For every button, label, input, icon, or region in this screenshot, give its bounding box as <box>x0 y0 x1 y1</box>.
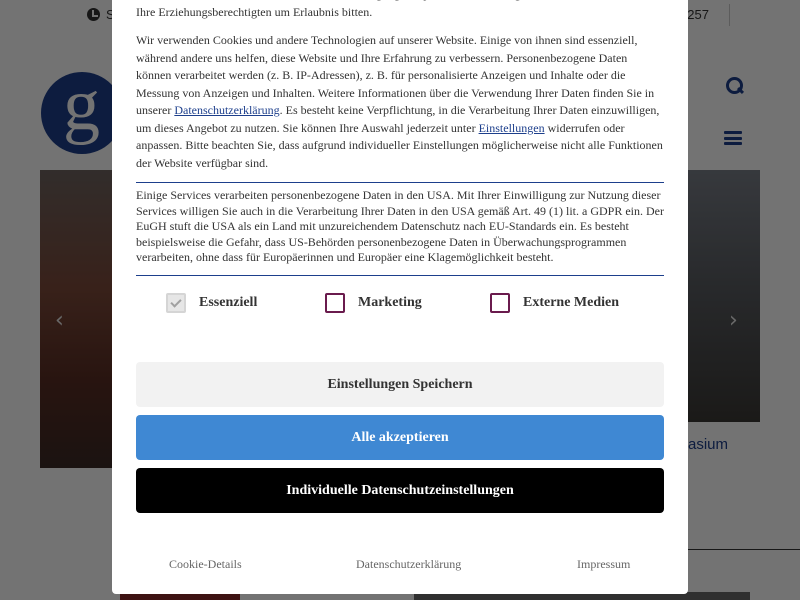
cookie-details-link[interactable]: Cookie-Details <box>169 557 242 571</box>
consent-divider-bottom <box>136 275 664 276</box>
checkbox-essenziell-box <box>166 293 186 313</box>
settings-link[interactable]: Einstellungen <box>478 120 545 135</box>
checkbox-externe-medien-box[interactable] <box>490 293 510 313</box>
privacy-policy-link[interactable]: Datenschutzerklärung <box>174 103 280 117</box>
checkbox-marketing-box[interactable] <box>325 293 345 313</box>
consent-footer-links <box>112 557 688 573</box>
accept-all-button[interactable]: Alle akzeptieren <box>136 415 664 460</box>
checkbox-marketing[interactable] <box>325 292 422 314</box>
consent-usa-notice: Einige Services verarbeiten personenbezogene Daten in den USA. Mit Ihrer Einwilligung zur Nutzung dieser Services willigen Sie auch in die Verarbeitung Ihrer Daten in den USA gemäß Art. 49 (1) lit. a GDPR ein. Der EuGH stuft die USA als ein Land mit unzureichendem Datenschutz nach EU-Standards ein. Es besteht beispielsweise die Gefahr, dass US-Behörden personenbezogene Daten in Überwachungsprogrammen verarbeiten, ohne dass für Europäerinnen und Europäer eine Klagemöglichkeit besteht. <box>136 188 664 264</box>
consent-age-notice: Ihre Erziehungsberechtigten um Erlaubnis bitten. <box>136 4 373 19</box>
consent-description <box>136 32 664 172</box>
consent-divider-top <box>136 182 664 183</box>
checkbox-externe-medien[interactable] <box>490 292 619 314</box>
checkbox-essenziell <box>166 292 257 314</box>
cookie-consent-dialog <box>112 0 688 594</box>
checkbox-marketing-label[interactable]: Marketing <box>358 295 422 310</box>
individual-privacy-settings-button[interactable]: Individuelle Datenschutzeinstellungen <box>136 468 664 513</box>
consent-description-part2: . Es besteht keine Verpflichtung, in die Verarbeitung Ihrer Daten einzuwilligen, um dieses Angebot zu nutzen. Sie können Ihre Auswahl jederzeit unter <box>136 103 660 135</box>
checkbox-externe-medien-label[interactable]: Externe Medien <box>523 295 620 310</box>
footer-privacy-link[interactable]: Datenschutzerklärung <box>356 557 462 571</box>
consent-category-checkboxes <box>136 290 664 316</box>
checkbox-essenziell-label: Essenziell <box>199 295 258 310</box>
imprint-link[interactable]: Impressum <box>577 557 631 571</box>
consent-description-part3: widerrufen oder anpassen. Bitte beachten Sie, dass aufgrund individueller Einstellungen möglicherweise nicht alle Funktionen der Website verfügbar sind. <box>136 120 663 170</box>
save-settings-button[interactable]: Einstellungen Speichern <box>136 362 664 407</box>
consent-description-part1: Wir verwenden Cookies und andere Technologien auf unserer Website. Einige von ihnen sind essenziell, während andere uns helfen, diese Website und Ihre Erfahrung zu verbessern. Personenbezogene Daten können verarbeitet werden (z. B. IP-Adressen), z. B. für personalisierte Anzeigen und Inhalte oder die Messung von Anzeigen und Inhalten. Weitere Informationen über die Verwendung Ihrer Daten finden Sie in unserer <box>136 33 655 117</box>
